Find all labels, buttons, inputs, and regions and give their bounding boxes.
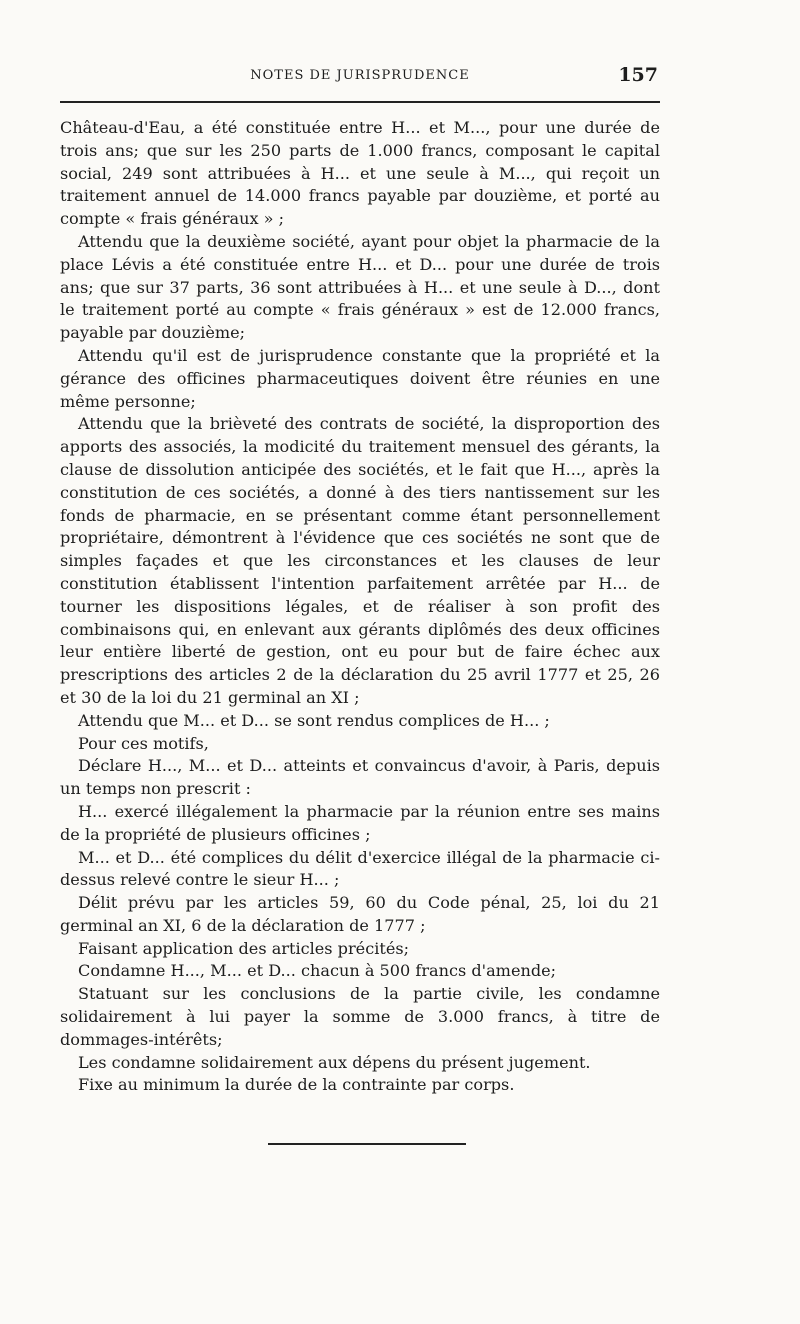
paragraph-continuation: Château-d'Eau, a été constituée entre H... et M..., pour une durée de trois ans; que sur les 250 parts de 1.000 francs, composant le capital social, 249 sont attribuées à H... et une seule à M..., qui reçoit un traitement annuel de 14.000 francs payable par douzième, et porté au compte « frais généraux » ; bbox=[60, 118, 660, 229]
paragraph-attendu-jurisprudence: Attendu qu'il est de jurisprudence constante que la propriété et la gérance des officines pharmaceutiques doivent être réunies en une même personne; bbox=[60, 345, 660, 411]
paragraph-complicity: M... et D... été complices du délit d'exercice illégal de la pharmacie ci-dessus relevé contre le sieur H... ; bbox=[60, 847, 660, 890]
paragraph-delit: Délit prévu par les articles 59, 60 du Code pénal, 25, loi du 21 germinal an XI, 6 de la déclaration de 1777 ; bbox=[60, 893, 660, 935]
paragraph-application: Faisant application des articles précités; bbox=[78, 938, 410, 958]
end-rule bbox=[268, 1143, 466, 1145]
paragraph-motifs: Pour ces motifs, bbox=[78, 733, 209, 753]
paragraph-attendu-complices: Attendu que M... et D... se sont rendus complices de H... ; bbox=[78, 710, 550, 730]
paragraph-statuant: Statuant sur les conclusions de la partie civile, les condamne solidairement à lui payer la somme de 3.000 francs, à titre de dommages-intérêts; bbox=[60, 984, 660, 1049]
body-text bbox=[60, 117, 660, 1097]
paragraph-declare: Déclare H..., M... et D... atteints et convaincus d'avoir, à Paris, depuis un temps non prescrit : bbox=[60, 756, 660, 799]
paragraph-attendu-brievete: Attendu que la brièveté des contrats de société, la disproportion des apports des associés, la modicité du traitement mensuel des gérants, la clause de dissolution anticipée des sociétés, et le fait que H..., après la constitution de ces sociétés, a donné à des tiers nantissement sur les fonds de pharmacie, en se présentant comme étant personnellement propriétaire, démontrent à l'évidence que ces sociétés ne sont que de simples façades et que les circonstances et les clauses de leur constitution établissent l'intention parfaitement arrêtée par H... de tourner les dispositions légales, et de réaliser à son profit des combinaisons qui, en enlevant aux gérants diplômés des deux officines leur entière liberté de gestion, ont eu pour but de faire échec aux prescriptions des articles 2 de la déclaration du 25 avril 1777 et 25, 26 et 30 de la loi du 21 germinal an XI ; bbox=[60, 414, 660, 707]
paragraph-contrainte: Fixe au minimum la durée de la contrainte par corps. bbox=[78, 1075, 515, 1095]
paragraph-exercise: H... exercé illégalement la pharmacie par la réunion entre ses mains de la propriété de plusieurs officines ; bbox=[60, 801, 660, 844]
paragraph-condamne: Condamne H..., M... et D... chacun à 500 francs d'amende; bbox=[78, 961, 557, 981]
running-head: NOTES DE JURISPRUDENCE bbox=[250, 68, 470, 83]
paragraph-depens: Les condamne solidairement aux dépens du présent jugement. bbox=[78, 1052, 591, 1072]
page-number: 157 bbox=[618, 64, 658, 86]
page-header bbox=[60, 62, 660, 92]
header-rule bbox=[60, 101, 660, 103]
paragraph-attendu-second-society: Attendu que la deuxième société, ayant pour objet la pharmacie de la place Lévis a été constituée entre H... et D... pour une durée de trois ans; que sur 37 parts, 36 sont attribuées à H... et une seule à D..., dont le traitement porté au compte « frais généraux » est de 12.000 francs, payable par douzième; bbox=[60, 231, 660, 343]
